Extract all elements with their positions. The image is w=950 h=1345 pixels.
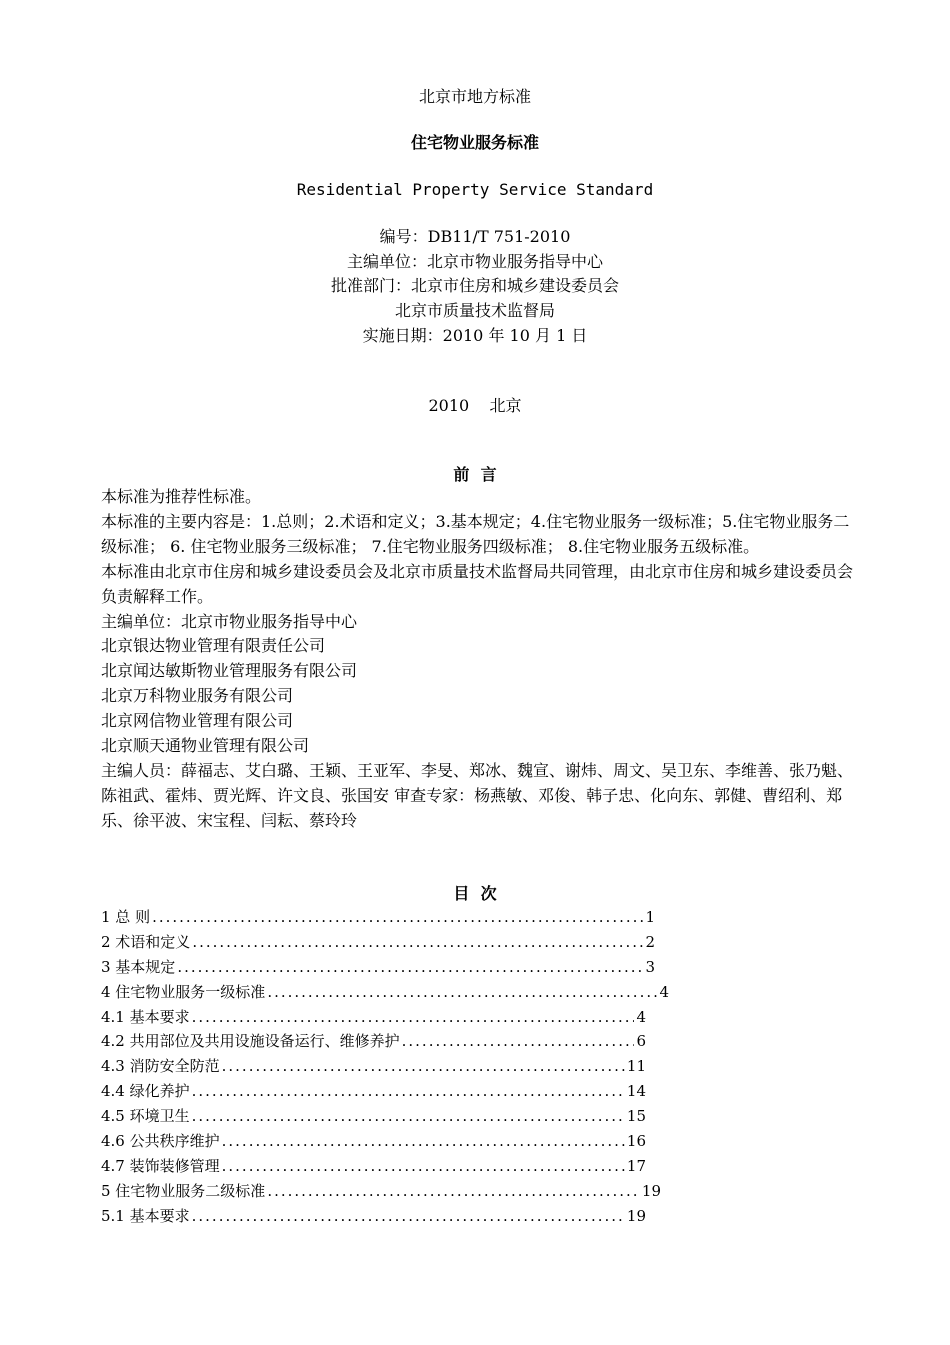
preface-paragraph: 本标准为推荐性标准。 xyxy=(101,487,262,506)
toc-entry-page: 17 xyxy=(626,1156,646,1175)
toc-entry-page: 16 xyxy=(626,1132,646,1151)
toc-entry-label: 3 基本规定 xyxy=(101,957,176,976)
preface-paragraph: 北京网信物业管理有限公司 xyxy=(101,711,294,731)
document-title-en: Residential Property Service Standard xyxy=(296,180,654,199)
toc-entry[interactable] xyxy=(101,980,669,1005)
toc-leader-dots xyxy=(222,1054,625,1079)
toc-entry-page: 6 xyxy=(636,1032,646,1051)
preface-paragraph: 本标准的主要内容是：1.总则；2.术语和定义；3.基本规定；4.住宅物业服务一级标准；5.住宅物业服务二级标准； 6. 住宅物业服务三级标准； 7.住宅物业服务四级标准； 8.住宅物业服务五级标准。 xyxy=(101,511,850,556)
toc-entry-label: 4.7 装饰装修管理 xyxy=(101,1156,220,1175)
preface-paragraph: 主编单位：北京市物业服务指导中心 xyxy=(101,611,358,631)
toc-entry[interactable] xyxy=(101,1029,646,1054)
toc-leader-dots xyxy=(192,1079,625,1104)
toc-entry-label: 4.2 共用部位及共用设施设备运行、维修养护 xyxy=(101,1032,400,1051)
toc-entry-page: 19 xyxy=(626,1206,646,1225)
effective-date: 实施日期：2010 年 10 月 1 日 xyxy=(362,326,588,345)
toc-entry-label: 4.4 绿化养护 xyxy=(101,1082,190,1101)
approval-dept-2: 北京市质量技术监督局 xyxy=(394,301,555,320)
toc-entry-label: 4.1 基本要求 xyxy=(101,1007,190,1026)
toc-leader-dots xyxy=(177,955,643,980)
toc-entry-label: 4.6 公共秩序维护 xyxy=(101,1132,220,1151)
toc-entry[interactable] xyxy=(101,1054,646,1079)
preface-paragraph: 主编人员：薛福志、艾白璐、王颖、王亚军、李旻、郑冰、魏宣、谢炜、周文、吴卫东、李维善、张乃魁、陈祖武、霍炜、贾光辉、许文良、张国安 审查专家：杨燕敏、邓俊、韩子忠、化向东、郭健、曹绍利、郑乐、徐平波、宋宝程、闫耘、蔡玲玲 xyxy=(101,760,854,830)
preface-body xyxy=(101,485,853,834)
toc-leader-dots xyxy=(222,1129,625,1154)
toc-entry[interactable] xyxy=(101,1005,646,1030)
toc-entry-label: 4 住宅物业服务一级标准 xyxy=(101,982,266,1001)
preface-paragraph: 北京银达物业管理有限责任公司 xyxy=(101,636,326,656)
year-place: 2010 北京 xyxy=(428,396,522,415)
toc-entry-page: 1 xyxy=(645,908,655,926)
editor-unit: 主编单位：北京市物业服务指导中心 xyxy=(346,252,603,271)
toc-entry-label: 1 总 则 xyxy=(101,908,151,926)
toc-entry[interactable] xyxy=(101,1179,661,1204)
toc-leader-dots xyxy=(192,1204,625,1229)
toc-leader-dots xyxy=(402,1029,635,1054)
toc-leader-dots xyxy=(192,930,643,955)
toc-entry-label: 2 术语和定义 xyxy=(101,932,191,951)
toc-entry-label: 5 住宅物业服务二级标准 xyxy=(101,1181,266,1200)
preface-paragraph: 本标准由北京市住房和城乡建设委员会及北京市质量技术监督局共同管理，由北京市住房和城乡建设委员会负责解释工作。 xyxy=(101,561,854,606)
toc-entry-page: 11 xyxy=(626,1057,646,1076)
toc-entry-page: 14 xyxy=(626,1082,646,1101)
preface-heading: 前 言 xyxy=(453,465,497,484)
toc-leader-dots xyxy=(267,1179,640,1204)
preface-paragraph: 北京闻达敏斯物业管理服务有限公司 xyxy=(101,661,358,681)
toc-leader-dots xyxy=(192,1005,635,1030)
toc-leader-dots xyxy=(267,980,657,1005)
preface-paragraph: 北京顺天通物业管理有限公司 xyxy=(101,736,310,756)
toc-entry-page: 4 xyxy=(636,1007,646,1026)
toc-leader-dots xyxy=(152,905,643,930)
toc-entry[interactable] xyxy=(101,905,655,930)
toc-leader-dots xyxy=(222,1154,625,1179)
approval-dept: 批准部门：北京市住房和城乡建设委员会 xyxy=(330,276,619,295)
toc-entry-page: 4 xyxy=(659,982,669,1001)
standard-type: 北京市地方标准 xyxy=(418,87,531,106)
toc-entry-page: 19 xyxy=(641,1181,661,1200)
toc-entry-page: 3 xyxy=(645,957,655,976)
document-title: 住宅物业服务标准 xyxy=(410,133,539,152)
table-of-contents xyxy=(101,905,671,1229)
toc-entry[interactable] xyxy=(101,1104,646,1129)
preface-paragraph: 北京万科物业服务有限公司 xyxy=(101,686,294,706)
toc-entry[interactable] xyxy=(101,930,655,955)
toc-leader-dots xyxy=(192,1104,625,1129)
toc-entry-page: 15 xyxy=(626,1107,646,1126)
toc-entry-label: 4.3 消防安全防范 xyxy=(101,1057,220,1076)
toc-entry[interactable] xyxy=(101,1204,646,1229)
toc-entry[interactable] xyxy=(101,955,655,980)
standard-number: 编号：DB11/T 751-2010 xyxy=(379,227,571,246)
toc-entry[interactable] xyxy=(101,1154,646,1179)
toc-entry-page: 2 xyxy=(645,932,655,951)
toc-heading: 目 次 xyxy=(453,884,497,903)
toc-entry[interactable] xyxy=(101,1079,646,1104)
toc-entry[interactable] xyxy=(101,1129,646,1154)
toc-entry-label: 5.1 基本要求 xyxy=(101,1206,190,1225)
toc-entry-label: 4.5 环境卫生 xyxy=(101,1107,190,1126)
